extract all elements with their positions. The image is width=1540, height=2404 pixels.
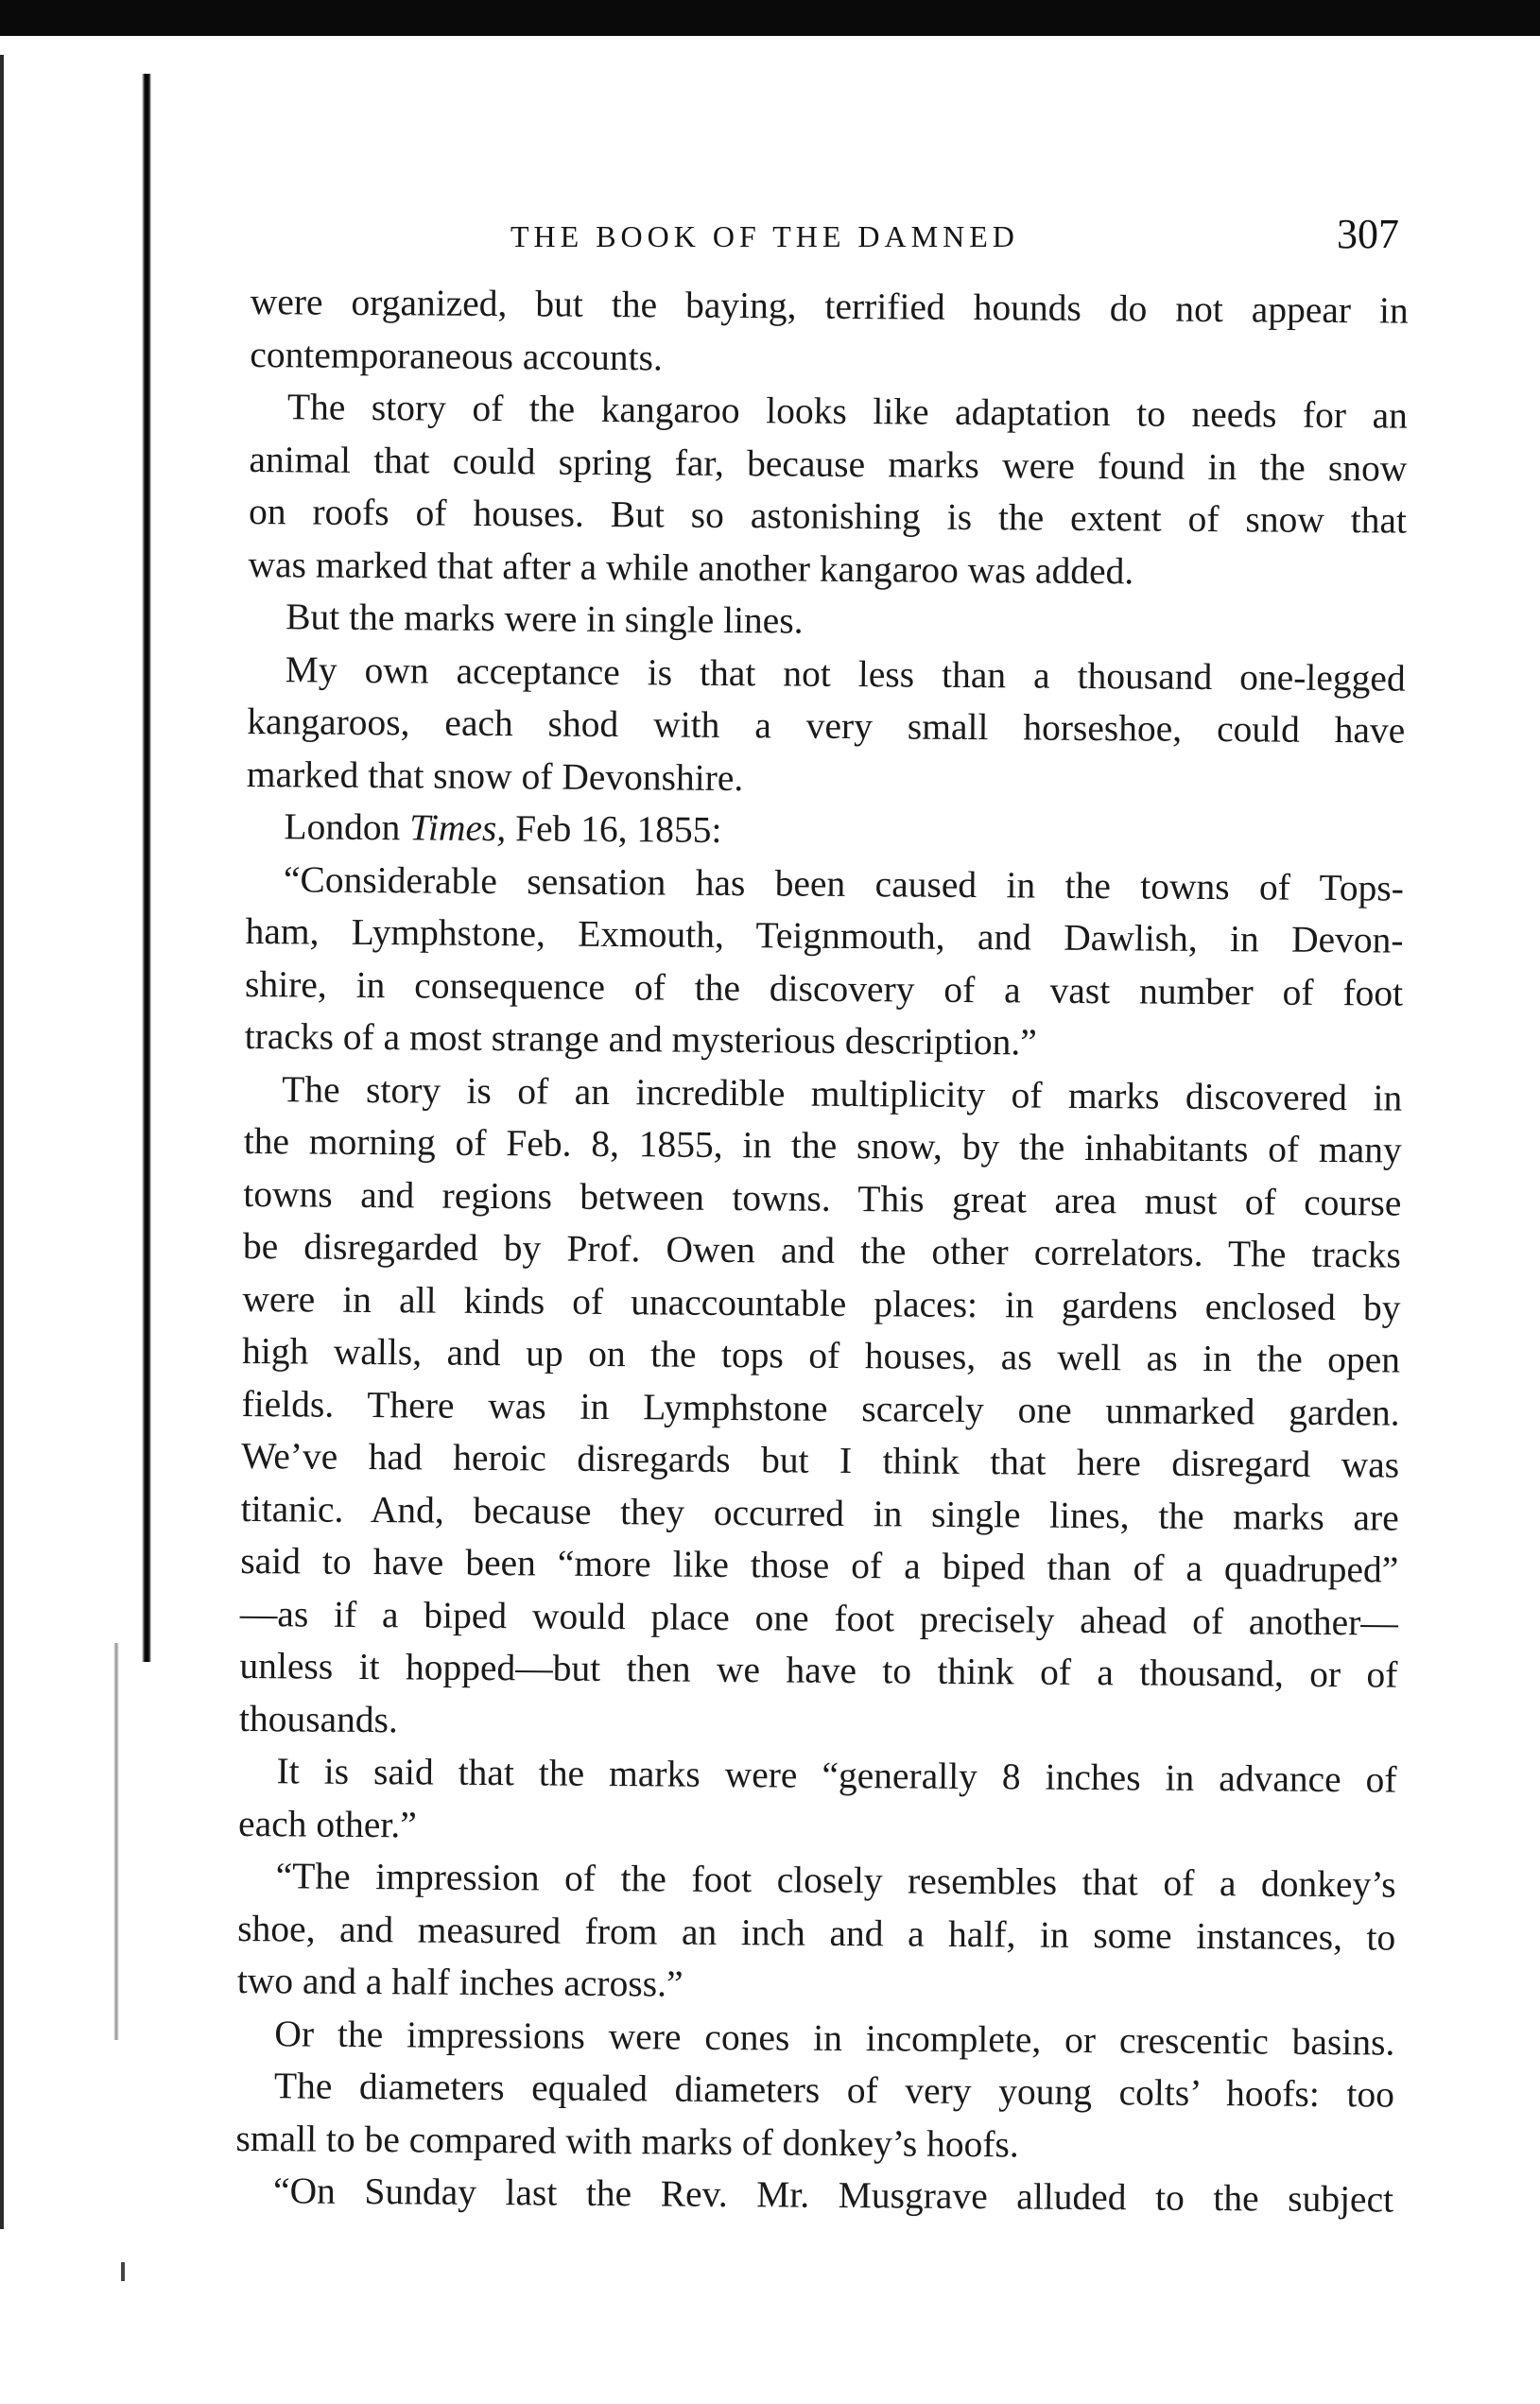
text-line: Or the impressions were cones in incomplete, or crescentic basins. [274, 2012, 1395, 2064]
text-line: thousands. [238, 1697, 399, 1740]
scan-speck [121, 2262, 125, 2281]
text-line: But the marks were in single lines. [285, 596, 804, 642]
text-line: was marked that after a while another kangaroo was added. [248, 543, 1134, 592]
text-line: marked that snow of Devonshire. [246, 752, 744, 799]
page-number: 307 [1337, 211, 1399, 257]
running-head [255, 210, 1399, 267]
text-line: shoe, and measured from an inch and a half, in some instances, to [237, 1907, 1396, 1959]
book-spine-gutter [0, 36, 156, 2404]
text-line: were in all kinds of unaccountable places: in gardens enclosed by [242, 1277, 1401, 1329]
page-body [235, 276, 1409, 2226]
citation-source: Times, [409, 806, 507, 850]
binding-fold-shadow-lower [113, 1643, 119, 2040]
text-line: “The impression of the foot closely resembles that of a donkey’s [275, 1855, 1396, 1906]
running-title: THE BOOK OF THE DAMNED [510, 219, 1019, 253]
text-line: the morning of Feb. 8, 1855, in the snow, by the inhabitants of many [243, 1119, 1402, 1171]
text-line: on roofs of houses. But so astonishing is the extent of snow that [248, 490, 1408, 542]
text-line: animal that could spring far, because marks were found in the snow [249, 438, 1408, 490]
text-line: We’ve had heroic disregards but I think that here disregard was [241, 1434, 1400, 1486]
binding-fold-shadow [142, 74, 151, 1662]
text-line: It is said that the marks were “generally 8 inches in advance of [276, 1750, 1397, 1801]
text-line: contemporaneous accounts. [250, 333, 664, 378]
text-line: fields. There was in Lymphstone scarcely one unmarked garden. [241, 1382, 1400, 1434]
citation-prefix: London [284, 805, 410, 849]
text-line: two and a half inches across.” [236, 1959, 683, 2005]
text-line: ham, Lymphstone, Exmouth, Teignmouth, and Dawlish, in Devon- [245, 909, 1404, 961]
scan-left-edge [0, 55, 4, 2229]
text-line: unless it hopped—but then we have to think of a thousand, or of [239, 1644, 1398, 1696]
text-line: were organized, but the baying, terrified hounds do not appear in [250, 280, 1409, 332]
text-line: each other.” [237, 1802, 417, 1845]
text-line: said to have been “more like those of a biped than of a quadruped” [240, 1539, 1399, 1591]
text-line: My own acceptance is that not less than a thousand one-legged [285, 648, 1406, 700]
text-line: be disregarded by Prof. Owen and the other correlators. The tracks [242, 1224, 1402, 1276]
text-line: towns and regions between towns. This great area must of course [243, 1172, 1402, 1224]
text-line: The diameters equaled diameters of very young colts’ hoofs: too [273, 2065, 1395, 2116]
text-line: small to be compared with marks of donkey’s hoofs. [235, 2117, 1019, 2165]
text-line: “On Sunday last the Rev. Mr. Musgrave alluded to the subject [272, 2170, 1394, 2221]
citation-date: Feb 16, 1855: [514, 807, 722, 851]
citation-line [246, 801, 1404, 862]
text-line: kangaroos, each shod with a very small horseshoe, could have [247, 700, 1406, 752]
text-line: shire, in consequence of the discovery of a vast number of foot [244, 962, 1404, 1014]
text-line: high walls, and up on the tops of houses, as well as in the open [241, 1329, 1401, 1381]
scan-top-border [0, 0, 1540, 36]
text-line: “Considerable sensation has been caused in the towns of Tops- [283, 857, 1405, 909]
text-line: —as if a biped would place one foot precisely ahead of another— [239, 1592, 1399, 1644]
text-line: The story of the kangaroo looks like adaptation to needs for an [286, 386, 1409, 437]
text-line: tracks of a most strange and mysterious description.” [244, 1014, 1037, 1064]
text-line: The story is of an incredible multiplicity of marks discovered in [282, 1067, 1403, 1119]
text-line: titanic. And, because they occurred in single lines, the marks are [240, 1487, 1399, 1539]
